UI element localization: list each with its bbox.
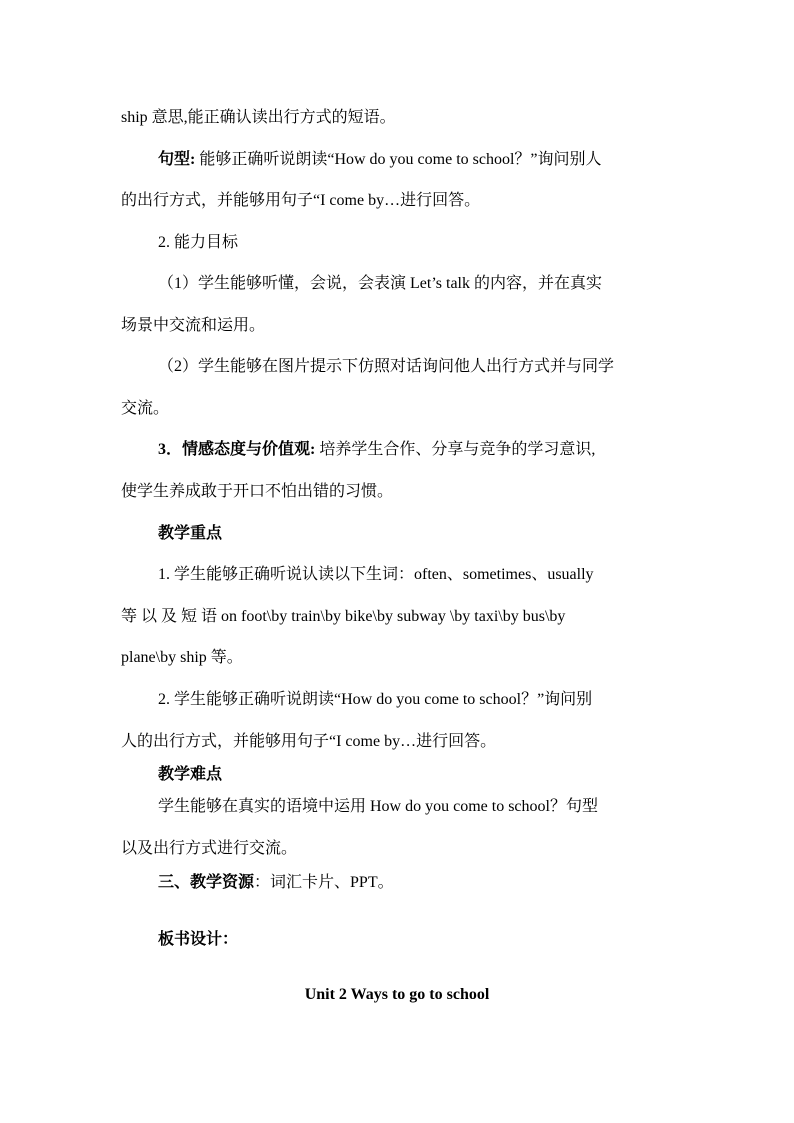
text-line: （2）学生能够在图片提示下仿照对话询问他人出行方式并与同学 bbox=[158, 358, 615, 375]
text-line: 等 以 及 短 语 on foot\by train\by bike\by subway \by taxi\by bus\by bbox=[121, 608, 566, 625]
sentence-pattern-line bbox=[158, 150, 673, 170]
text-line: 以及出行方式进行交流。 bbox=[121, 840, 298, 857]
board-design-heading: 板书设计： bbox=[158, 931, 239, 948]
text-span: 培养学生合作、分享与竞争的学习意识, bbox=[315, 441, 596, 458]
text-line: 2. 学生能够正确听说朗读“How do you come to school？”询问别 bbox=[158, 691, 593, 708]
ability-goal-heading: 2. 能力目标 bbox=[158, 234, 239, 251]
sentence-pattern-label: 句型: bbox=[158, 151, 196, 168]
text-line: ship 意思,能正确认读出行方式的短语。 bbox=[121, 109, 396, 126]
text-span: 能够正确听说朗读“How do you come to school？”询问别人 bbox=[195, 151, 602, 168]
key-points-heading: 教学重点 bbox=[158, 525, 223, 542]
text-line: 1. 学生能够正确听说认读以下生词：often、sometimes、usually bbox=[158, 566, 594, 583]
resources-line bbox=[158, 873, 673, 893]
emotion-goal-label: 3．情感态度与价值观: bbox=[158, 441, 316, 458]
board-title: Unit 2 Ways to go to school bbox=[304, 986, 490, 1003]
text-span: ：词汇卡片、PPT。 bbox=[254, 874, 394, 891]
text-line: （1）学生能够听懂，会说，会表演 Let’s talk 的内容，并在真实 bbox=[158, 275, 602, 292]
text-line: 的出行方式，并能够用句子“I come by…进行回答。 bbox=[121, 192, 481, 209]
emotion-goal-line bbox=[158, 440, 673, 460]
text-line: 场景中交流和运用。 bbox=[121, 317, 266, 334]
text-line: 交流。 bbox=[121, 400, 170, 417]
resources-label: 三、教学资源 bbox=[158, 874, 255, 891]
text-line: plane\by ship 等。 bbox=[121, 649, 243, 666]
difficulties-heading: 教学难点 bbox=[158, 766, 223, 783]
text-line: 学生能够在真实的语境中运用 How do you come to school？句型 bbox=[158, 798, 598, 815]
text-line: 人的出行方式，并能够用句子“I come by…进行回答。 bbox=[121, 733, 497, 750]
text-line: 使学生养成敢于开口不怕出错的习惯。 bbox=[121, 483, 394, 500]
